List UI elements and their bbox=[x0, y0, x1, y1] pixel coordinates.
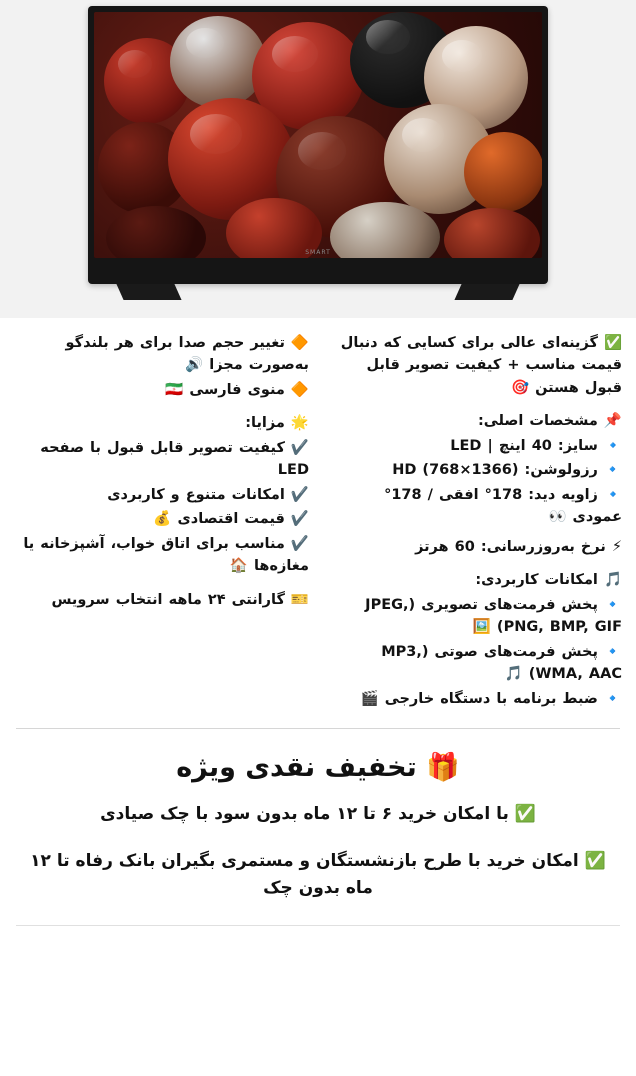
spec-item: 🔹 رزولوشن: (1366×768) HD bbox=[392, 462, 622, 479]
tv-stand-leg-left bbox=[116, 284, 181, 300]
ornament-highlight bbox=[190, 114, 242, 154]
bottom-divider bbox=[16, 925, 620, 926]
specs-column-primary bbox=[323, 332, 622, 712]
features-heading: 🎵 امکانات کاربردی: bbox=[475, 572, 622, 589]
ornament-highlight bbox=[366, 20, 410, 54]
ornament-highlight bbox=[442, 40, 482, 72]
benefit-item: 🔶 تغییر حجم صدا برای هر بلندگو به‌صورت مجزا 🔊 bbox=[65, 335, 309, 374]
promotion-section bbox=[0, 751, 636, 903]
feature-item: 🔹 پخش فرمت‌های تصویری (JPEG, PNG, BMP, GIF) 🖼️ bbox=[365, 596, 622, 636]
feature-item: 🔹 پخش فرمت‌های صوتی (MP3, WMA, AAC) 🎵 bbox=[381, 643, 622, 683]
specs-heading: 📌 مشخصات اصلی: bbox=[477, 413, 622, 430]
specifications-section bbox=[0, 318, 636, 712]
tv-brand-label: SMART bbox=[305, 249, 331, 256]
tv-frame bbox=[88, 6, 548, 284]
warranty-item: 🎫 گارانتی ۲۴ ماهه انتخاب سرویس bbox=[51, 591, 309, 608]
spec-item: ⚡ نرخ به‌روزرسانی: 60 هرتز bbox=[415, 538, 622, 555]
ornament-icon bbox=[170, 16, 266, 108]
tv-stand bbox=[0, 284, 636, 310]
advantage-item: ✔️ امکانات متنوع و کاربردی bbox=[107, 486, 309, 503]
ornament-icon bbox=[464, 132, 542, 212]
advantage-item: ✔️ کیفیت تصویر قابل قبول با صفحه LED bbox=[40, 439, 309, 479]
feature-item: 🔹 ضبط برنامه با دستگاه خارجی 🎬 bbox=[360, 690, 622, 707]
section-divider bbox=[16, 728, 620, 729]
intro-text: ✅ گزینه‌ای عالی برای کسایی که دنبال قیمت مناسب + کیفیت تصویر قابل قبول هستن 🎯 bbox=[340, 335, 622, 396]
product-image-banner bbox=[0, 0, 636, 318]
advantages-heading: 🌟 مزایا: bbox=[245, 415, 309, 432]
ornament-highlight bbox=[118, 50, 152, 78]
benefit-item: 🔶 منوی فارسی 🇮🇷 bbox=[165, 381, 309, 398]
specs-column-secondary bbox=[14, 332, 313, 712]
promo-title: 🎁 تخفیف نقدی ویژه bbox=[176, 752, 460, 784]
tv-screen bbox=[94, 12, 542, 258]
promo-offer-pension: ✅ امکان خرید با طرح بازنشستگان و مستمری بگیران بانک رفاه تا ۱۲ ماه بدون چک bbox=[30, 851, 606, 899]
advantage-item: ✔️ قیمت اقتصادی 💰 bbox=[153, 511, 309, 528]
advantage-item: ✔️ مناسب برای اتاق خواب، آشپزخانه یا مغازه‌ها 🏠 bbox=[23, 535, 309, 575]
ornament-highlight bbox=[272, 36, 318, 72]
spec-item: 🔹 سایز: 40 اینچ | LED bbox=[450, 437, 622, 454]
promo-offer-installment: ✅ با امکان خرید ۶ تا ۱۲ ماه بدون سود با چک صیادی bbox=[100, 804, 536, 825]
spec-item: 🔹 زاویه دید: 178° افقی / 178° عمودی 👀 bbox=[384, 486, 622, 526]
tv-stand-leg-right bbox=[454, 284, 519, 300]
ornament-highlight bbox=[298, 132, 346, 170]
ornament-highlight bbox=[186, 28, 224, 58]
ornament-highlight bbox=[402, 118, 444, 152]
